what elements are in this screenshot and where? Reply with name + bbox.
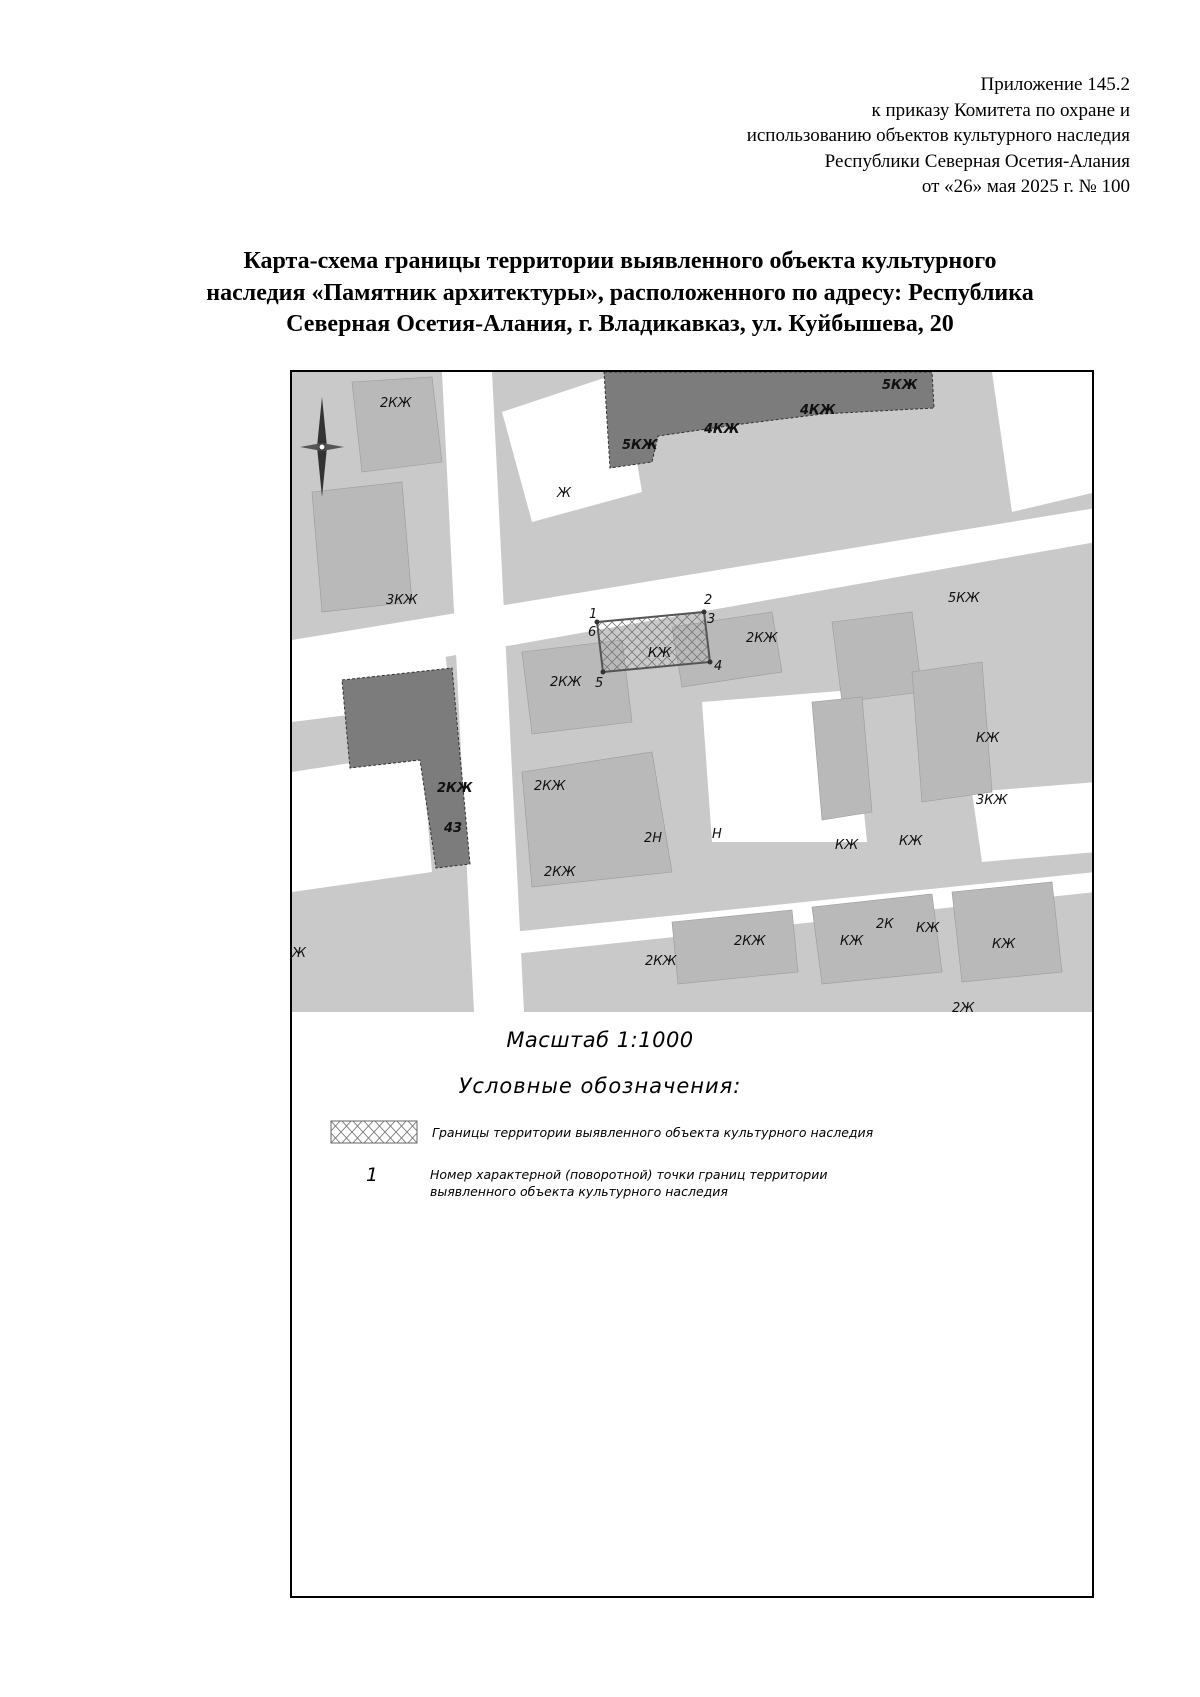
building-label: 2КЖ xyxy=(550,675,582,690)
building-label: Ж xyxy=(557,486,572,501)
building-label: 2КЖ xyxy=(734,934,766,949)
appendix-header xyxy=(510,72,1130,200)
building-label: 5КЖ xyxy=(622,438,658,453)
building-label: КЖ xyxy=(916,921,940,936)
point-label: 3 xyxy=(707,612,716,627)
building-label: 2Ж xyxy=(952,1001,975,1012)
boundary-vertex xyxy=(601,670,606,675)
building-label: 2КЖ xyxy=(746,631,778,646)
appendix-line: Приложение 145.2 xyxy=(980,74,1130,95)
building-label: 2Н xyxy=(644,831,663,846)
map-scale: Масштаб 1:1000 xyxy=(506,1028,694,1052)
open-area-left xyxy=(292,752,432,892)
document-title xyxy=(100,246,1140,341)
building-label: 5КЖ xyxy=(882,378,918,393)
boundary-vertex xyxy=(708,660,713,665)
map-scheme xyxy=(292,372,1094,1012)
building-label: 2К xyxy=(876,917,894,932)
appendix-line: к приказу Комитета по охране и xyxy=(871,99,1130,121)
legend-text: выявленного объекта культурного наследия xyxy=(430,1184,728,1199)
legend-point-text xyxy=(430,1166,827,1200)
building-label: 3КЖ xyxy=(976,793,1008,808)
building-label: Н xyxy=(712,827,722,842)
map-frame xyxy=(290,370,1094,1598)
building xyxy=(812,894,942,984)
appendix-line: Республики Северная Осетия-Алания xyxy=(824,150,1130,172)
title-line: Карта-схема границы территории выявленного объекта культурного xyxy=(243,248,997,274)
building xyxy=(832,612,922,702)
legend-text: Номер характерной (поворотной) точки границ территории xyxy=(430,1167,828,1182)
building-label: 5КЖ xyxy=(948,591,980,606)
building xyxy=(952,882,1062,982)
building-label: 2КЖ xyxy=(380,396,412,411)
legend-boundary-swatch xyxy=(330,1120,418,1144)
building-label: КЖ xyxy=(648,646,672,661)
title-line: наследия «Памятник архитектуры», расположенного по адресу: Республика xyxy=(206,279,1034,306)
building-label: 3КЖ xyxy=(386,593,418,608)
building-label: КЖ xyxy=(840,934,864,949)
point-label: 2 xyxy=(704,593,713,608)
title-line: Северная Осетия-Алания, г. Владикавказ, ул. Куйбышева, 20 xyxy=(286,311,954,337)
building xyxy=(352,377,442,472)
appendix-line: использованию объектов культурного наследия xyxy=(746,125,1130,146)
appendix-line: от «26» мая 2025 г. № 100 xyxy=(921,176,1130,197)
point-label: 5 xyxy=(595,676,604,691)
building-label: 2КЖ xyxy=(544,865,576,880)
point-label: 4 xyxy=(714,659,723,674)
building xyxy=(812,697,872,820)
building-label: 4КЖ xyxy=(800,403,836,418)
building-label: КЖ xyxy=(992,937,1016,952)
legend-text: Границы территории выявленного объекта культурного наследия xyxy=(432,1125,874,1140)
building-label: 43 xyxy=(444,821,463,836)
building-label: Ж xyxy=(292,946,307,961)
building-label: 4КЖ xyxy=(704,422,740,437)
legend-boundary-text xyxy=(432,1124,873,1141)
building-label: 2КЖ xyxy=(437,781,473,796)
building-label: КЖ xyxy=(835,838,859,853)
building-label: 2КЖ xyxy=(645,954,677,969)
point-label: 1 xyxy=(589,607,598,622)
building-label: 2КЖ xyxy=(534,779,566,794)
legend-point-sample: 1 xyxy=(366,1164,379,1186)
boundary-vertex xyxy=(702,610,707,615)
building-label: КЖ xyxy=(976,731,1000,746)
building-label: КЖ xyxy=(899,834,923,849)
point-label: 6 xyxy=(588,625,597,640)
boundary-polygon xyxy=(597,612,710,672)
legend-title: Условные обозначения: xyxy=(458,1074,742,1098)
